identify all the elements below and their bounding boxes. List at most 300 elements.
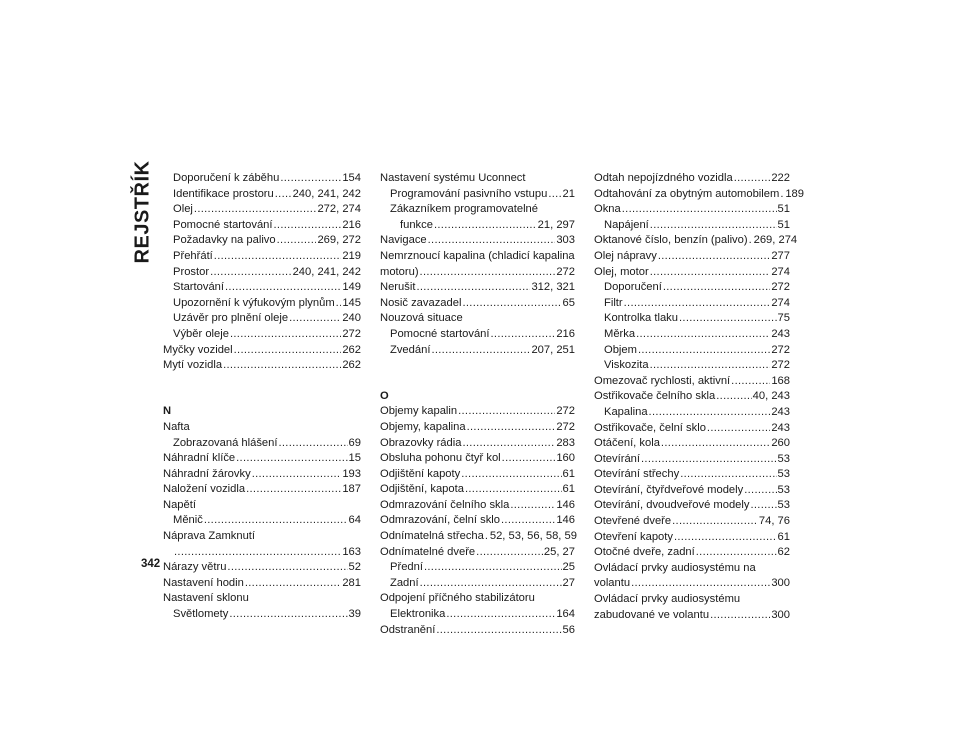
- dot-leader: [650, 218, 777, 234]
- dot-leader: [234, 343, 342, 359]
- index-entry: [594, 530, 790, 546]
- index-entry: [594, 374, 790, 390]
- index-term: Oktanové číslo, benzín (palivo): [594, 234, 748, 247]
- index-entry: [380, 436, 575, 452]
- page-reference: 168: [771, 374, 790, 387]
- index-heading: Zákazníkem programovatelné: [390, 203, 538, 216]
- dot-leader: [734, 171, 771, 187]
- dot-leader: [636, 327, 770, 343]
- page-reference: 27: [562, 576, 575, 589]
- page-reference: 164: [556, 608, 575, 621]
- index-entry: [163, 187, 361, 203]
- dot-leader: [731, 374, 770, 390]
- index-entry: [594, 608, 790, 624]
- section-title-text: REJSTŘÍK: [131, 160, 154, 264]
- page-reference: 269, 272: [317, 234, 361, 247]
- dot-leader: [336, 296, 342, 312]
- index-entry: [163, 265, 361, 281]
- page-reference: 53: [777, 483, 790, 496]
- page-reference: 187: [342, 483, 361, 496]
- index-term: Pomocné startování: [390, 327, 490, 340]
- index-term: Doporučení: [604, 281, 662, 294]
- index-entry: [380, 560, 575, 576]
- page-reference: 262: [342, 343, 361, 356]
- index-entry: [594, 436, 790, 452]
- dot-leader: [476, 545, 543, 561]
- index-term: Odtah nepojízdného vozidla: [594, 172, 733, 184]
- index-heading: Nafta: [163, 420, 190, 433]
- index-term: Náhradní žárovky: [163, 467, 251, 480]
- page-reference: 61: [562, 467, 575, 480]
- index-entry: [163, 249, 361, 265]
- index-entry: [163, 436, 361, 452]
- index-term: Olej: [173, 203, 193, 216]
- index-entry: [380, 513, 575, 529]
- dot-leader: [658, 249, 771, 265]
- page-reference: 146: [556, 514, 575, 527]
- dot-leader: [638, 343, 770, 359]
- page-reference: 312, 321: [531, 281, 575, 294]
- dot-leader: [485, 529, 489, 545]
- spacer: [380, 358, 575, 374]
- page-reference: 281: [342, 576, 361, 589]
- index-entry: [163, 451, 361, 467]
- index-term: Otevřené dveře: [594, 515, 672, 528]
- index-term: Ostřikovače, čelní sklo: [594, 421, 706, 434]
- index-heading: Napětí: [163, 498, 196, 511]
- page-reference: 272, 274: [317, 203, 361, 216]
- index-term: Nerušit: [380, 281, 416, 294]
- page-reference: 146: [556, 498, 575, 511]
- page-reference: 243: [771, 327, 790, 340]
- page-reference: 21: [562, 187, 575, 200]
- index-term: Ostřikovače čelního skla: [594, 390, 716, 403]
- page-reference: 25, 27: [543, 545, 575, 558]
- index-term: Upozornění k výfukovým plynům: [173, 296, 335, 309]
- page-reference: 216: [556, 327, 575, 340]
- page-reference: 272: [556, 265, 575, 278]
- index-entry: [594, 296, 790, 312]
- index-term: Obrazovky rádia: [380, 436, 462, 449]
- index-entry: [163, 296, 361, 312]
- dot-leader: [210, 265, 292, 281]
- page-reference: 163: [342, 545, 361, 558]
- index-entry: [594, 265, 790, 281]
- index-heading: Náprava Zamknutí: [163, 530, 256, 543]
- dot-leader: [716, 389, 751, 405]
- dot-leader: [458, 404, 555, 420]
- page-reference: 69: [348, 436, 361, 449]
- index-term: Odstranění: [380, 623, 436, 636]
- page-reference: 207, 251: [531, 343, 575, 356]
- dot-leader: [462, 296, 561, 312]
- index-entry: [380, 327, 575, 343]
- index-heading: Nastavení systému Uconnect: [380, 172, 526, 184]
- index-term: Omezovač rychlosti, aktivní: [594, 374, 731, 387]
- index-term: Otevírání, čtyřdveřové modely: [594, 483, 744, 496]
- page-reference: 21, 297: [537, 218, 575, 231]
- page-reference: 303: [556, 234, 575, 247]
- index-entry: [380, 576, 575, 592]
- index-entry: [594, 280, 790, 296]
- index-term: Elektronika: [390, 608, 446, 621]
- page-reference: 272: [342, 327, 361, 340]
- dot-leader: [420, 265, 556, 281]
- dot-leader: [710, 608, 770, 624]
- page-reference: 56: [562, 623, 575, 636]
- index-entry: [594, 483, 790, 499]
- dot-leader: [214, 249, 342, 265]
- index-term: Zvedání: [390, 343, 431, 356]
- index-entry: [163, 467, 361, 483]
- index-term: Viskozita: [604, 359, 649, 372]
- dot-leader: [277, 233, 317, 249]
- index-entry: [380, 280, 575, 296]
- index-heading: Nastavení sklonu: [163, 592, 249, 605]
- dot-leader: [446, 607, 555, 623]
- index-entry: [163, 482, 361, 498]
- index-entry: [380, 218, 575, 234]
- spacer: [163, 374, 361, 390]
- dot-leader: [663, 280, 770, 296]
- page-reference: 272: [556, 420, 575, 433]
- index-term: Olej, motor: [594, 265, 649, 278]
- dot-leader: [428, 233, 556, 249]
- index-entry: [380, 529, 575, 545]
- index-entry: [594, 389, 790, 405]
- index-entry: [380, 498, 575, 514]
- page-reference: 52, 53, 56, 58, 59: [489, 530, 577, 543]
- page-reference: 145: [342, 296, 361, 309]
- index-term: Naložení vozidla: [163, 483, 246, 496]
- dot-leader: [749, 233, 753, 249]
- dot-leader: [491, 327, 556, 343]
- index-term: Programování pasivního vstupu: [390, 187, 548, 200]
- dot-leader: [696, 545, 777, 561]
- dot-leader: [245, 576, 341, 592]
- page-reference: 240, 241, 242: [292, 265, 361, 278]
- index-entry: [594, 467, 790, 483]
- dot-leader: [462, 436, 555, 452]
- dot-leader: [289, 311, 341, 327]
- index-term: funkce: [400, 218, 433, 231]
- index-term: Požadavky na palivo: [173, 234, 276, 247]
- index-term: Odnímatelné dveře: [380, 545, 476, 558]
- index-entry: [380, 404, 575, 420]
- page-reference: 149: [342, 281, 361, 294]
- dot-leader: [436, 623, 561, 639]
- page-reference: 189: [785, 187, 804, 200]
- index-term: Startování: [173, 281, 224, 294]
- index-term: Otevření kapoty: [594, 530, 673, 543]
- dot-leader: [275, 187, 292, 203]
- page-reference: 51: [777, 218, 790, 231]
- dot-leader: [278, 436, 347, 452]
- index-entry: [594, 514, 790, 530]
- index-term: Nastavení hodin: [163, 576, 244, 589]
- page-reference: 65: [562, 296, 575, 309]
- dot-leader: [650, 358, 771, 374]
- dot-leader: [424, 560, 562, 576]
- index-term: motoru): [380, 265, 419, 278]
- index-term: Objemy kapalin: [380, 405, 458, 418]
- dot-leader: [649, 405, 771, 421]
- index-term: Odjištění, kapota: [380, 483, 464, 496]
- index-term: Objemy, kapalina: [380, 420, 466, 433]
- page-reference: 269, 274: [753, 234, 798, 247]
- index-term: Myčky vozidel: [163, 343, 233, 356]
- page-reference: 274: [771, 296, 790, 309]
- index-entry: [380, 545, 575, 561]
- index-entry: [594, 405, 790, 421]
- index-entry: [163, 358, 361, 374]
- page-reference: 272: [556, 405, 575, 418]
- index-entry: [594, 452, 790, 468]
- page-reference: 243: [771, 405, 790, 418]
- index-entry: [594, 249, 790, 265]
- index-column-1: [163, 171, 361, 623]
- index-term: Obsluha pohonu čtyř kol: [380, 452, 501, 465]
- dot-leader: [434, 218, 537, 234]
- index-entry: [163, 513, 361, 529]
- index-heading: Ovládací prvky audiosystému na: [594, 561, 756, 574]
- index-entry: [163, 171, 361, 187]
- index-entry: [594, 421, 790, 437]
- dot-leader: [416, 280, 530, 296]
- index-heading: Nemrznoucí kapalina (chladicí kapalina: [380, 249, 575, 262]
- dot-leader: [501, 513, 555, 529]
- index-entry: [594, 218, 790, 234]
- dot-leader: [548, 187, 561, 203]
- dot-leader: [674, 530, 777, 546]
- index-entry: [594, 498, 790, 514]
- index-term: Odtahování za obytným automobilem: [594, 187, 780, 200]
- dot-leader: [229, 607, 347, 623]
- index-term: Mytí vozidla: [163, 359, 223, 372]
- index-term: Pomocné startování: [173, 218, 273, 231]
- index-term: Identifikace prostoru: [173, 187, 274, 200]
- index-term: Zobrazovaná hlášení: [173, 436, 278, 449]
- index-entry: [163, 218, 361, 234]
- index-entry: [163, 233, 361, 249]
- dot-leader: [624, 296, 771, 312]
- section-letter: N: [163, 405, 172, 418]
- page-reference: 300: [771, 577, 790, 590]
- page-reference: 272: [771, 343, 790, 356]
- index-term: Filtr: [604, 296, 623, 309]
- index-term: Odnímatelná střecha: [380, 530, 484, 543]
- dot-leader: [780, 187, 784, 203]
- index-term: Prostor: [173, 265, 210, 278]
- index-entry: [380, 296, 575, 312]
- page-reference: 216: [342, 218, 361, 231]
- page-reference: 62: [777, 546, 790, 559]
- index-term: Měnič: [173, 514, 203, 527]
- dot-leader: [420, 576, 562, 592]
- index-entry: [163, 343, 361, 359]
- index-entry: [163, 280, 361, 296]
- index-entry: [594, 233, 798, 249]
- index-entry: [163, 607, 361, 623]
- index-term: Nosič zavazadel: [380, 296, 462, 309]
- page-reference: 75: [777, 312, 790, 325]
- index-heading: Nouzová situace: [380, 312, 463, 325]
- index-term: Okna: [594, 203, 621, 216]
- index-entry: [380, 233, 575, 249]
- index-term: Navigace: [380, 234, 427, 247]
- page-reference: 61: [562, 483, 575, 496]
- page-reference: 222: [771, 172, 790, 184]
- index-entry: [594, 311, 790, 327]
- dot-leader: [204, 513, 348, 529]
- index-term: Doporučení k záběhu: [173, 172, 280, 184]
- index-column-2: [380, 171, 575, 638]
- dot-leader: [502, 451, 556, 467]
- index-entry: [380, 623, 575, 639]
- page-reference: 283: [556, 436, 575, 449]
- index-entry: [380, 607, 575, 623]
- index-entry: [380, 482, 575, 498]
- dot-leader: [679, 311, 777, 327]
- page-number: 342: [141, 558, 161, 570]
- page-reference: 193: [342, 467, 361, 480]
- index-column-3: [594, 171, 804, 623]
- page-reference: 240: [342, 312, 361, 325]
- index-term: Kontrolka tlaku: [604, 312, 679, 325]
- index-entry: [380, 451, 575, 467]
- index-term: Otevírání střechy: [594, 468, 680, 481]
- page-reference: 61: [777, 530, 790, 543]
- dot-leader: [510, 498, 555, 514]
- dot-leader: [236, 451, 347, 467]
- page-reference: 25: [562, 561, 575, 574]
- dot-leader: [631, 576, 770, 592]
- dot-leader: [280, 171, 341, 187]
- index-entry: [594, 358, 790, 374]
- page-reference: 40, 243: [752, 390, 790, 403]
- index-entry: [594, 545, 790, 561]
- dot-leader: [227, 560, 347, 576]
- index-entry: [594, 187, 804, 203]
- page-reference: 39: [348, 608, 361, 621]
- dot-leader: [246, 482, 341, 498]
- page-reference: 277: [771, 249, 790, 262]
- index-term: Otočné dveře, zadní: [594, 546, 695, 559]
- page-reference: 51: [777, 203, 790, 216]
- page-reference: 53: [777, 468, 790, 481]
- page-reference: 240, 241, 242: [292, 187, 361, 200]
- index-entry: [380, 343, 575, 359]
- page-reference: 219: [342, 249, 361, 262]
- index-term: Otevírání, dvoudveřové modely: [594, 499, 750, 512]
- index-term: Otevírání: [594, 452, 641, 465]
- page-reference: 53: [777, 499, 790, 512]
- index-term: Zadní: [390, 576, 419, 589]
- index-term: Olej nápravy: [594, 249, 657, 262]
- index-heading: Odpojení příčného stabilizátoru: [380, 592, 535, 605]
- page-reference: 262: [342, 359, 361, 372]
- dot-leader: [230, 327, 341, 343]
- index-entry: [163, 560, 361, 576]
- index-term: Přední: [390, 561, 423, 574]
- dot-leader: [641, 452, 777, 468]
- dot-leader: [680, 467, 776, 483]
- page-reference: 272: [771, 281, 790, 294]
- index-term: Přehřátí: [173, 249, 213, 262]
- index-term: Objem: [604, 343, 637, 356]
- page-reference: 154: [342, 172, 361, 184]
- index-entry: [163, 311, 361, 327]
- index-entry: [594, 202, 790, 218]
- index-entry: [163, 202, 361, 218]
- page-reference: 53: [777, 452, 790, 465]
- dot-leader: [223, 358, 341, 374]
- index-term: volantu: [594, 577, 631, 590]
- dot-leader: [252, 467, 342, 483]
- index-entry: [594, 171, 790, 187]
- dot-leader: [431, 343, 530, 359]
- index-entry: [594, 327, 790, 343]
- dot-leader: [650, 265, 771, 281]
- index-entry: [594, 343, 790, 359]
- dot-leader: [174, 545, 341, 561]
- page-reference: 300: [771, 608, 790, 621]
- page-reference: 74, 76: [758, 515, 790, 528]
- index-entry: [380, 467, 575, 483]
- dot-leader: [467, 420, 556, 436]
- index-entry: [163, 576, 361, 592]
- index-term: Výběr oleje: [173, 327, 229, 340]
- index-entry: [163, 327, 361, 343]
- dot-leader: [661, 436, 770, 452]
- index-entry: [380, 420, 575, 436]
- index-term: Odmrazování čelního skla: [380, 498, 510, 511]
- page-reference: 274: [771, 265, 790, 278]
- dot-leader: [750, 498, 776, 514]
- page-reference: 52: [348, 561, 361, 574]
- page-reference: 243: [771, 421, 790, 434]
- index-entry: [380, 265, 575, 281]
- index-term: Nárazy větru: [163, 561, 227, 574]
- page-reference: 260: [771, 437, 790, 450]
- index-term: Otáčení, kola: [594, 437, 660, 450]
- index-entry: [594, 576, 790, 592]
- index-term: zabudované ve volantu: [594, 608, 710, 621]
- index-term: Světlomety: [173, 608, 229, 621]
- dot-leader: [194, 202, 317, 218]
- index-heading: Ovládací prvky audiosystému: [594, 593, 741, 606]
- section-title: [130, 162, 156, 262]
- section-letter: O: [380, 389, 389, 402]
- page-reference: 15: [348, 452, 361, 465]
- dot-leader: [707, 421, 770, 437]
- index-entry: [163, 545, 361, 561]
- index-term: Náhradní klíče: [163, 452, 236, 465]
- dot-leader: [225, 280, 341, 296]
- page-reference: 64: [348, 514, 361, 527]
- dot-leader: [622, 202, 777, 218]
- page-reference: 272: [771, 359, 790, 372]
- index-term: Měrka: [604, 327, 636, 340]
- index-term: Kapalina: [604, 405, 648, 418]
- dot-leader: [465, 482, 562, 498]
- index-entry: [380, 187, 575, 203]
- index-term: Odmrazování, čelní sklo: [380, 514, 501, 527]
- dot-leader: [461, 467, 561, 483]
- dot-leader: [274, 218, 342, 234]
- dot-leader: [744, 483, 776, 499]
- index-term: Uzávěr pro plnění oleje: [173, 312, 289, 325]
